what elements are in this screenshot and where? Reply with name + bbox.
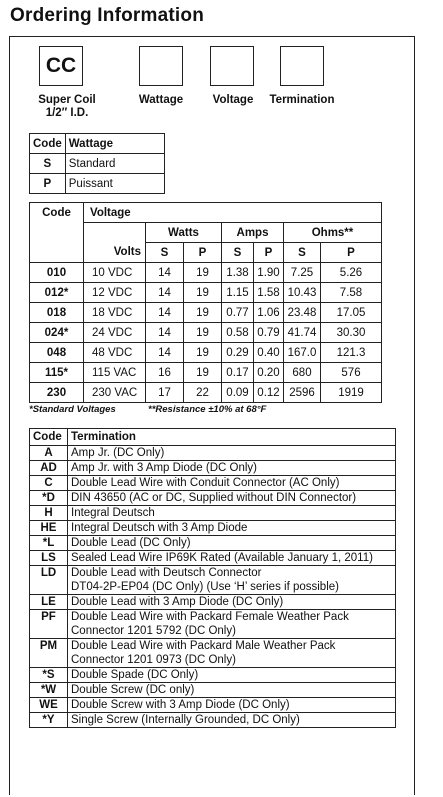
watts-p: 19 [184, 343, 222, 363]
termination-code: AD [30, 461, 68, 476]
voltage-code: 018 [30, 303, 84, 323]
ohms-s-header: S [284, 243, 321, 263]
termination-desc: Double Screw with 3 Amp Diode (DC Only) [68, 698, 396, 713]
watts-s: 16 [146, 363, 184, 383]
termination-desc: Integral Deutsch with 3 Amp Diode [68, 521, 396, 536]
watts-s: 14 [146, 303, 184, 323]
ohms-p: 5.26 [321, 263, 382, 283]
watts-p: 19 [184, 303, 222, 323]
table-row [30, 566, 396, 595]
table-row [30, 491, 396, 506]
code-box-voltage [210, 46, 254, 86]
watts-p: 19 [184, 263, 222, 283]
table-row [30, 303, 382, 323]
termination-desc: Double Lead (DC Only) [68, 536, 396, 551]
amps-s: 0.09 [222, 383, 254, 403]
watts-p: 19 [184, 283, 222, 303]
wattage-name: Puissant [65, 174, 164, 194]
voltage-code: 024* [30, 323, 84, 343]
resistance-note: **Resistance ±10% at 68°F [148, 404, 267, 415]
table-row [30, 283, 382, 303]
wattage-code-header: Code [30, 134, 66, 154]
table-row [30, 476, 396, 491]
termination-desc: Double Spade (DC Only) [68, 668, 396, 683]
termination-code: *D [30, 491, 68, 506]
label-voltage: Voltage [212, 94, 254, 106]
voltage-code: 230 [30, 383, 84, 403]
table-row [30, 343, 382, 363]
termination-code: LE [30, 595, 68, 610]
code-box-termination [280, 46, 324, 86]
amps-p: 1.58 [254, 283, 284, 303]
watts-p: 19 [184, 323, 222, 343]
watts-s: 17 [146, 383, 184, 403]
ohms-header: Ohms** [284, 223, 382, 243]
termination-header: Termination [68, 429, 396, 446]
termination-desc: Double Lead Wire with Packard Male Weather Pack Connector 1201 0973 (DC Only) [68, 639, 396, 668]
table-row [30, 174, 165, 194]
termination-code: LS [30, 551, 68, 566]
table-row [30, 154, 165, 174]
label-termination: Termination [269, 94, 335, 106]
page-title: Ordering Information [10, 5, 204, 26]
watts-p: 19 [184, 363, 222, 383]
termination-table [29, 428, 396, 728]
voltage-table [29, 202, 382, 403]
table-row [30, 536, 396, 551]
termination-code: LD [30, 566, 68, 595]
code-box-super-coil: CC [39, 46, 83, 86]
amps-p: 0.40 [254, 343, 284, 363]
ohms-p-header: P [321, 243, 382, 263]
voltage-code: 012* [30, 283, 84, 303]
amps-s: 0.58 [222, 323, 254, 343]
amps-s-header: S [222, 243, 254, 263]
voltage-code: 048 [30, 343, 84, 363]
voltage-code: 115* [30, 363, 84, 383]
wattage-header: Wattage [65, 134, 164, 154]
volts-value: 115 VAC [84, 363, 146, 383]
termination-desc: Double Lead with Deutsch Connector DT04-2P-EP04 (DC Only) (Use ‘H’ series if possible) [68, 566, 396, 595]
wattage-name: Standard [65, 154, 164, 174]
termination-desc: Double Screw (DC only) [68, 683, 396, 698]
wattage-table [29, 133, 165, 194]
table-row [30, 683, 396, 698]
termination-code: C [30, 476, 68, 491]
termination-code: HE [30, 521, 68, 536]
wattage-code: P [30, 174, 66, 194]
ohms-p: 1919 [321, 383, 382, 403]
amps-s: 0.29 [222, 343, 254, 363]
table-row [30, 713, 396, 728]
amps-s: 0.77 [222, 303, 254, 323]
volts-header: Volts [84, 243, 146, 263]
amps-p: 0.12 [254, 383, 284, 403]
watts-s: 14 [146, 263, 184, 283]
watts-s-header: S [146, 243, 184, 263]
ohms-s: 23.48 [284, 303, 321, 323]
amps-header: Amps [222, 223, 284, 243]
ohms-s: 10.43 [284, 283, 321, 303]
termination-desc: Amp Jr. (DC Only) [68, 446, 396, 461]
volts-value: 18 VDC [84, 303, 146, 323]
table-row [30, 639, 396, 668]
table-row [30, 698, 396, 713]
termination-code: H [30, 506, 68, 521]
watts-s: 14 [146, 323, 184, 343]
table-row [30, 446, 396, 461]
termination-desc: Double Lead with 3 Amp Diode (DC Only) [68, 595, 396, 610]
standard-voltages-note: *Standard Voltages [29, 404, 116, 415]
amps-s: 0.17 [222, 363, 254, 383]
termination-code: *L [30, 536, 68, 551]
amps-p: 0.20 [254, 363, 284, 383]
wattage-code: S [30, 154, 66, 174]
termination-desc: Double Lead Wire with Packard Female Weather Pack Connector 1201 5792 (DC Only) [68, 610, 396, 639]
termination-code: *W [30, 683, 68, 698]
table-row [30, 610, 396, 639]
termination-desc: Amp Jr. with 3 Amp Diode (DC Only) [68, 461, 396, 476]
label-super-coil: Super Coil 1/2″ I.D. [38, 94, 96, 119]
table-row [30, 323, 382, 343]
amps-p: 1.06 [254, 303, 284, 323]
volts-value: 230 VAC [84, 383, 146, 403]
label-wattage: Wattage [138, 94, 184, 106]
termination-desc: Integral Deutsch [68, 506, 396, 521]
watts-s: 14 [146, 343, 184, 363]
watts-header: Watts [146, 223, 222, 243]
ohms-p: 17.05 [321, 303, 382, 323]
voltage-header: Voltage [84, 203, 382, 223]
termination-desc: Double Lead Wire with Conduit Connector (AC Only) [68, 476, 396, 491]
ohms-s: 41.74 [284, 323, 321, 343]
termination-desc: Sealed Lead Wire IP69K Rated (Available January 1, 2011) [68, 551, 396, 566]
termination-desc: DIN 43650 (AC or DC, Supplied without DIN Connector) [68, 491, 396, 506]
ohms-s: 7.25 [284, 263, 321, 283]
volts-value: 48 VDC [84, 343, 146, 363]
table-row [30, 363, 382, 383]
table-row [30, 668, 396, 683]
table-row [30, 521, 396, 536]
watts-p: 22 [184, 383, 222, 403]
termination-desc: Single Screw (Internally Grounded, DC Only) [68, 713, 396, 728]
termination-code: PM [30, 639, 68, 668]
table-row [30, 383, 382, 403]
table-row [30, 461, 396, 476]
amps-p: 1.90 [254, 263, 284, 283]
amps-s: 1.15 [222, 283, 254, 303]
watts-p-header: P [184, 243, 222, 263]
watts-s: 14 [146, 283, 184, 303]
volts-value: 10 VDC [84, 263, 146, 283]
table-row [30, 551, 396, 566]
code-box-wattage [139, 46, 183, 86]
table-row [30, 595, 396, 610]
ohms-p: 121.3 [321, 343, 382, 363]
ohms-s: 167.0 [284, 343, 321, 363]
termination-code: PF [30, 610, 68, 639]
termination-code-header: Code [30, 429, 68, 446]
table-row [30, 506, 396, 521]
voltage-code-header: Code [30, 203, 84, 223]
volts-value: 24 VDC [84, 323, 146, 343]
table-row [30, 263, 382, 283]
amps-p: 0.79 [254, 323, 284, 343]
termination-code: *S [30, 668, 68, 683]
voltage-code: 010 [30, 263, 84, 283]
amps-s: 1.38 [222, 263, 254, 283]
ohms-p: 576 [321, 363, 382, 383]
volts-value: 12 VDC [84, 283, 146, 303]
termination-code: A [30, 446, 68, 461]
ohms-p: 30.30 [321, 323, 382, 343]
amps-p-header: P [254, 243, 284, 263]
ohms-p: 7.58 [321, 283, 382, 303]
termination-code: WE [30, 698, 68, 713]
ohms-s: 680 [284, 363, 321, 383]
ohms-s: 2596 [284, 383, 321, 403]
termination-code: *Y [30, 713, 68, 728]
